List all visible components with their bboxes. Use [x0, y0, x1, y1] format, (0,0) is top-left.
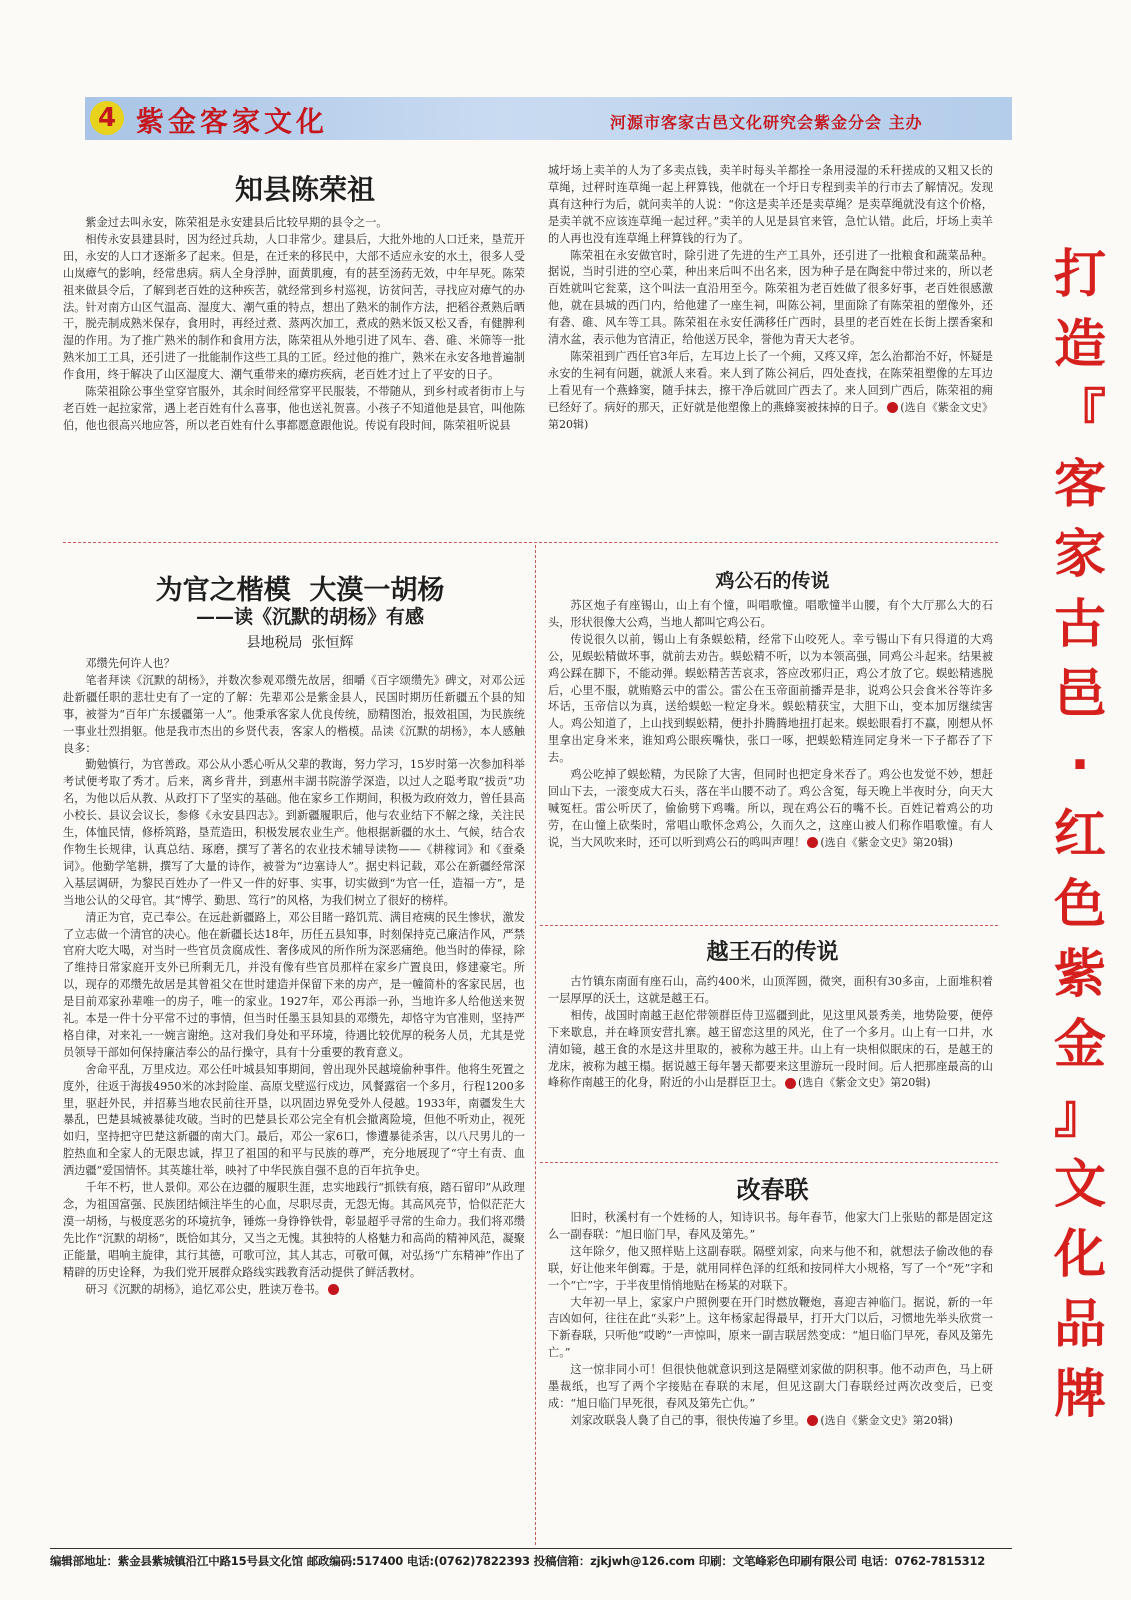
article-3-title: 鸡公石的传说: [715, 570, 830, 592]
footer-contact: 编辑部地址：紫金县紫城镇沿江中路15号县文化馆 邮政编码:517400 电话:(0762)7822393 投稿信箱：zjkjwh@126.com 印刷：文笔峰彩色印刷有限公司 电话：0762-7815312: [50, 1554, 986, 1568]
slogan-char: 打: [1053, 245, 1106, 305]
footer-rule: [50, 1548, 1012, 1549]
paragraph: 这年除夕，他又照样贴上这副春联。隔壁刘家，向来与他不和，就想法子偷改他的春联，好让他来年倒霉。于是，就用同样色泽的红纸和按同样大小规格，写了一个“死”字和一个“亡”字，于半夜里悄悄地贴在杨某的对联下。: [548, 1244, 993, 1292]
slogan-char: 品: [1053, 1295, 1106, 1355]
slogan-char: 色: [1053, 875, 1106, 935]
paragraph: 勤勉慎行，为官善政。邓公从小悉心听从父辈的教诲，努力学习，15岁时第一次参加科举考试便考取了秀才。后来，离乡背井，到惠州丰湖书院游学深造，以过人之聪考取“拔贡”功名，为他以后从教、从政打下了坚实的基础。他在家乡工作期间，积极为政府效力，曾任县高小校长、县议会议长，参修《永安县四志》。到新疆履职后，他与农业结下不解之缘，关注民生，体恤民情，修桥筑路，垦荒造田，积极发展农业生产。他根据新疆的水土、气候，结合农作物生长规律，认真总结、琢磨，撰写了著名的农业技术辅导读物——《耕稼词》和《蚕桑词》。他勤学笔耕，撰写了大量的诗作，被誉为“边塞诗人”。据史料记载，邓公在新疆经常深入基层调研，为黎民百姓办了一件又一件的好事、实事，切实做到“为官一任，造福一方”，是当地公认的父母官。其“博学、勤思、笃行”的风格，为我们树立了很好的榜样。: [63, 758, 525, 907]
paragraph: 邓缵先何许人也？: [85, 657, 175, 670]
article-1-column-1: [63, 215, 525, 535]
slogan-char: 家: [1053, 525, 1106, 585]
source-note: (选自《紫金文史》第20辑): [548, 400, 993, 431]
article-5-title: 改春联: [736, 1175, 809, 1204]
article-1-column-2: [548, 163, 993, 538]
end-mark-icon: [807, 837, 818, 848]
article-2-title: 为官之楷模 大漠一胡杨: [155, 575, 445, 606]
article-4-body: [548, 974, 993, 1154]
divider-vertical: [535, 545, 536, 1545]
paragraph: 城圩场上卖羊的人为了多卖点钱，卖羊时每头羊都拴一条用浸湿的禾秆搓成的又粗又长的草绳，过秤时连草绳一起上秤算钱，他就在一个圩日专程到卖羊的行市去了解情况。发现真有这种行为后，就问卖羊的人说：“你这是卖羊还是卖草绳？是卖草绳就没有这个价格，是卖羊就不应该连草绳一起过秤。”卖羊的人见是县官来管，急忙认错。此后，圩场上卖羊的人再也没有连草绳上秤算钱的行为了。: [548, 164, 993, 245]
article-1-title: 知县陈荣祖: [234, 173, 375, 206]
article-2-subtitle: ——读《沉默的胡杨》有感: [195, 606, 424, 628]
article-4-title: 越王石的传说: [706, 939, 839, 965]
paragraph: 传说很久以前，锡山上有条蜈蚣精，经常下山咬死人。幸亏锡山下有只得道的大鸡公，见蜈蚣精做坏事，就前去劝告。蜈蚣精不听，以为本领高强，同鸡公斗起来。结果被鸡公踩在脚下，不能动弹。蜈蚣精苦苦哀求，答应改邪归正，鸡公才放了它。蜈蚣精逃脱后，心里不服，就贿赂云中的雷公。雷公在玉帝面前播弄是非，说鸡公只会食米谷等许多坏话，玉帝信以为真，送给蜈蚣一粒定身米。蜈蚣精获宝，大胆下山，变本加厉继续害人。鸡公知道了，上山找到蜈蚣精，便扑扑腾腾地扭打起来。蜈蚣眼看打不赢，刚想从怀里拿出定身米来，谁知鸡公眼疾嘴快，张口一啄，把蜈蚣精连同定身米一下子都吞了下去。: [548, 632, 993, 765]
paragraph: 这一惊非同小可！但很快他就意识到这是隔壁刘家做的阴积事。他不动声色，马上研墨裁纸，也写了两个字接贴在春联的末尾，但见这副大门春联经过两次改变后，已变成：“旭日临门早死很，春风及第先亡仇。”: [548, 1363, 993, 1410]
paragraph: 苏区炮子有座锡山，山上有个憧，叫唱歌憧。唱歌憧半山腰，有个大厅那么大的石头，形状很像大公鸡，当地人都叫它鸡公石。: [548, 599, 993, 629]
source-note: (选自《紫金文史》第20辑): [820, 1413, 953, 1427]
slogan-char: 』: [1053, 1085, 1106, 1145]
paragraph: 刘家改联袅人裊了自己的事，很快传遍了乡里。 (选自《紫金文史》第20辑): [570, 1413, 953, 1427]
slogan-char: 化: [1053, 1225, 1106, 1285]
slogan-char: 『: [1053, 385, 1106, 445]
paragraph: 古竹镇东南面有座石山，高约400米，山顶浑圆，微突，面积有30多亩，上面堆积着一层厚厚的沃土，这就是越王石。: [548, 975, 993, 1005]
slogan-char: 造: [1053, 315, 1106, 375]
page-number-badge: 4: [90, 101, 124, 135]
paragraph: 研习《沉默的胡杨》，追忆邓公史，胜读万卷书。: [63, 1282, 525, 1299]
slogan-char: 邑: [1053, 665, 1106, 725]
paragraph: 陈荣祖除公事坐堂穿官服外，其余时间经常穿平民服装，不带随从，到乡村或者街市上与老百姓一起拉家常，遇上老百姓有什么喜事，他也送礼贺喜。小孩子不知道他是县官，叫他陈伯，他也很高兴地应答，所以老百姓有什么事都愿意跟他说。传说有段时间，陈荣祖听说县: [63, 385, 525, 432]
end-mark-icon: [807, 1415, 818, 1426]
article-3-body: [548, 598, 993, 910]
divider-horizontal: [540, 1162, 998, 1163]
paragraph: 千年不朽，世人景仰。邓公在边疆的履职生涯，忠实地践行“抓铁有痕，踏石留印”从政理念，为祖国富强、民族团结倾注毕生的心血，尽职尽责，无怨无悔。其高风亮节，恰似茫茫大漠一胡杨，与极度恶劣的环境抗争，锤炼一身铮铮铁骨，彰显超乎寻常的生命力。我们将邓缵先比作“沉默的胡杨”，既恰如其分，又当之无愧。其独特的人格魅力和高尚的精神风范，凝聚正能量，唱响主旋律，其行其德，可歌可泣，其人其志，可敬可佩，对弘扬“广东精神”作出了精辟的历史诠释，为我们党开展群众路线实践教育活动提供了鲜活教材。: [63, 1181, 525, 1279]
paragraph: 相传，战国时南越王赵佗带领群臣侍卫巡疆到此，见这里风景秀美，地势险要，便停下来歇息，并在峰顶安营扎寨。越王留恋这里的风光，住了一个多月。山上有一口井，水清如镜，越王食的水是这井里取的，被称为越王井。山上有一块相似眠床的石，是越王的龙床，被称为越王榻。据说越王每年暑天都要来这里游玩一段时间。后人把那座最高的山峰称作南越王的化身，附近的小山是群臣卫士。 (选自《紫金文史》第20辑): [548, 1008, 993, 1090]
slogan-char: 古: [1053, 595, 1106, 655]
section-title: 紫金客家文化: [136, 105, 329, 138]
paragraph: 陈荣祖在永安做官时，除引进了先进的生产工具外，还引进了一批粮食和蔬菜品种。据说，当时引进的空心菜，种出来后叫不出名来，因为种子是在陶瓮中带过来的，所以老百姓就叫它瓮菜，这个叫法一直沿用至今。陈荣祖为老百姓做了很多好事，老百姓很感激他，就在县城的西门内，给他建了一座生祠，叫陈公祠，里面除了有陈荣祖的塑像外，还有砻、碓、风车等工具。陈荣祖在永安任满移任广西时，县里的老百姓在长街上摆香案和清水盆，表示他为官清正，给他送万民伞，誉他为青天大老爷。: [548, 248, 993, 347]
paragraph: 清正为官，克己奉公。在远赴新疆路上，邓公目睹一路饥荒、满目疮痍的民生惨状，激发了立志做一个清官的决心。他在新疆长达18年，历任五县知事，时刻保持克己廉洁作风，严禁官府大吃大喝，对当时一些官员贪腐成性、奢侈成风的所作所为深恶痛绝。他当时的俸禄，除了维持日常家庭开支外已所剩无几，并没有像有些官员那样在家乡广置良田，修建豪宅。所以，现存的邓缵先故居是其曾祖父在世时建造并保留下来的房产，是一幢简朴的客家民居，也是目前邓家孙辈唯一的房子，唯一的家业。1927年，邓公再添一孙，当地许多人给他送来贺礼。本是一件十分平常不过的事情，但当时任墨玉县知县的邓缵先，却恪守为官准则，坚持严格自律，对来礼一一婉言谢绝。这对我们身处和平环境，待遇比较优厚的税务人员，尤其是党员领导干部如何保持廉洁奉公的品行操守，具有十分重要的教育意义。: [63, 910, 525, 1059]
end-mark-icon: [887, 402, 898, 413]
end-mark-icon: [328, 1284, 339, 1295]
article-2-body: [63, 656, 525, 1542]
paragraph: 旧时，秋溪村有一个姓杨的人，知诗识书。每年春节，他家大门上张贴的都是固定这么一副春联：“旭日临门早，春风及第先。”: [548, 1211, 993, 1241]
paragraph: 大年初一早上，家家户户照例要在开门时燃放鞭炮，喜迎吉神临门。据说，新的一年吉凶如何，往往在此“头彩”上。这年杨家起得最早，打开大门以后，习惯地先举头欣赏一下新春联，只听他“哎哟”一声惊叫，原来一副吉联居然变成：“旭日临门早死，春风及第先亡。”: [548, 1295, 993, 1360]
source-note: (选自《紫金文史》第20辑): [820, 835, 953, 849]
slogan-char: ·: [1070, 735, 1090, 795]
slogan-char: 紫: [1053, 945, 1106, 1005]
paragraph: 相传永安县建县时，因为经过兵劫，人口非常少。建县后，大批外地的人口迁来，垦荒开田，永安的人口才逐渐多了起来。但是，在迁来的移民中，大部不适应永安的水土，很多人受山岚瘴气的影响，经常患病。病人全身浮肿，面黄肌瘦，有的甚至汤药无效，中年早死。陈荣祖来做县令后，了解到老百姓的这种疾苦，就经常到乡村巡视，访贫问苦，寻找应对瘴气的办法。针对南方山区气温高、湿度大、潮气重的特点，想出了熟米的制作方法，把稻谷煮熟后晒干，脱壳制成熟米保存，食用时，再经过煮、蒸两次加工，煮成的熟米饭又松又香，有健脾利湿的作用。为了推广熟米的制作和食用方法，陈荣祖从外地引进了风车、砻、碓、米筛等一批熟米加工工具，还引进了一批能制作这些工具的工匠。经过他的推广，熟米在永安各地普遍制作食用，终于解决了山区湿度大、潮气重带来的瘴疠疾病，老百姓才过上了平安的日子。: [63, 232, 525, 382]
source-note: (选自《紫金文史》第20辑): [797, 1076, 931, 1090]
slogan-char: 红: [1053, 805, 1106, 865]
slogan-char: 文: [1053, 1155, 1106, 1215]
side-slogan: [1050, 240, 1110, 1540]
divider-horizontal: [540, 925, 998, 926]
paragraph: 紫金过去叫永安，陈荣祖是永安建县后比较早期的县令之一。: [85, 216, 388, 229]
end-mark-icon: [785, 1078, 796, 1089]
slogan-char: 金: [1053, 1015, 1106, 1075]
paragraph: 笔者拜读《沉默的胡杨》，并数次参观邓缵先故居，细嚼《百字颂缵先》碑文，对邓公远赴新疆任职的悲壮史有了一定的了解：先辈邓公是紫金县人，民国时期历任新疆五个县的知事，被誉为“百年广东援疆第一人”。他秉承客家人优良传统，励精图治，报效祖国，为民族统一事业壮烈捐躯。他是我市杰出的乡贤代表，客家人的楷模。品读《沉默的胡杨》，本人感触良多：: [63, 673, 525, 755]
divider-horizontal: [63, 542, 998, 543]
paragraph: 鸡公吃掉了蜈蚣精，为民除了大害，但同时也把定身米吞了。鸡公也发觉不妙，想赶回山下去，一滚变成大石头，落在半山腰不动了。鸡公含冤，每天晚上半夜时分，向天大喊冤枉。雷公听厌了，偷偷劈下鸡嘴。所以，现在鸡公石的嘴不长。百姓记着鸡公的功劳，在山憧上砍柴时，常唱山歌怀念鸡公，久而久之，这座山被人们称作唱歌憧。有人说，当大风吹来时，还可以听到鸡公石的鸣叫声哩！ (选自《紫金文史》第20辑): [548, 768, 993, 849]
article-2-author: 县地税局 张恒辉: [246, 635, 354, 651]
paragraph: 舍命平乱，万里戍边。邓公任叶城县知事期间，曾出现外民越境偷种事件。他将生死置之度外，往返于海拔4950米的冰封险崖、高原戈壁巡行戍边，风餐露宿一个多月，行程1200多里，驱赶外民，并招募当地农民前往开垦，以巩固边界免受外人侵越。1933年，南疆发生大暴乱，巴楚县城被暴徒攻破。当时的巴楚县长邓公完全有机会撤离险境，但他不听劝止，视死如归，坚持把守巴楚这新疆的南大门。最后，邓公一家6口，惨遭暴徒杀害，以八尺男儿的一腔热血和全家人的无限忠诚，捍卫了祖国的和平与民族的尊严，充分地展现了“守土有责、血洒边疆”爱国情怀。其英雄壮举，映衬了中华民族自强不息的百年抗争史。: [63, 1062, 525, 1178]
slogan-char: 客: [1053, 455, 1106, 515]
article-5-body: [548, 1210, 993, 1545]
paragraph: 陈荣祖到广西任官3年后，左耳边上长了一个痈，又疼又痒，怎么治都治不好，怀疑是永安的生祠有问题，就派人来看。来人到了陈公祠后，四处查找，在陈荣祖塑像的左耳边上看见有一个燕蜂窦，随手抹去，擦干净后就回广西去了。来人回到广西后，陈荣祖的痈已经好了。病好的那天，正好就是他塑像上的燕蜂窦被抹掉的日子。 (选自《紫金文史》第20辑): [548, 349, 993, 431]
slogan-char: 牌: [1053, 1365, 1106, 1425]
sponsor-line: 河源市客家古邑文化研究会紫金分会 主办: [610, 113, 923, 132]
